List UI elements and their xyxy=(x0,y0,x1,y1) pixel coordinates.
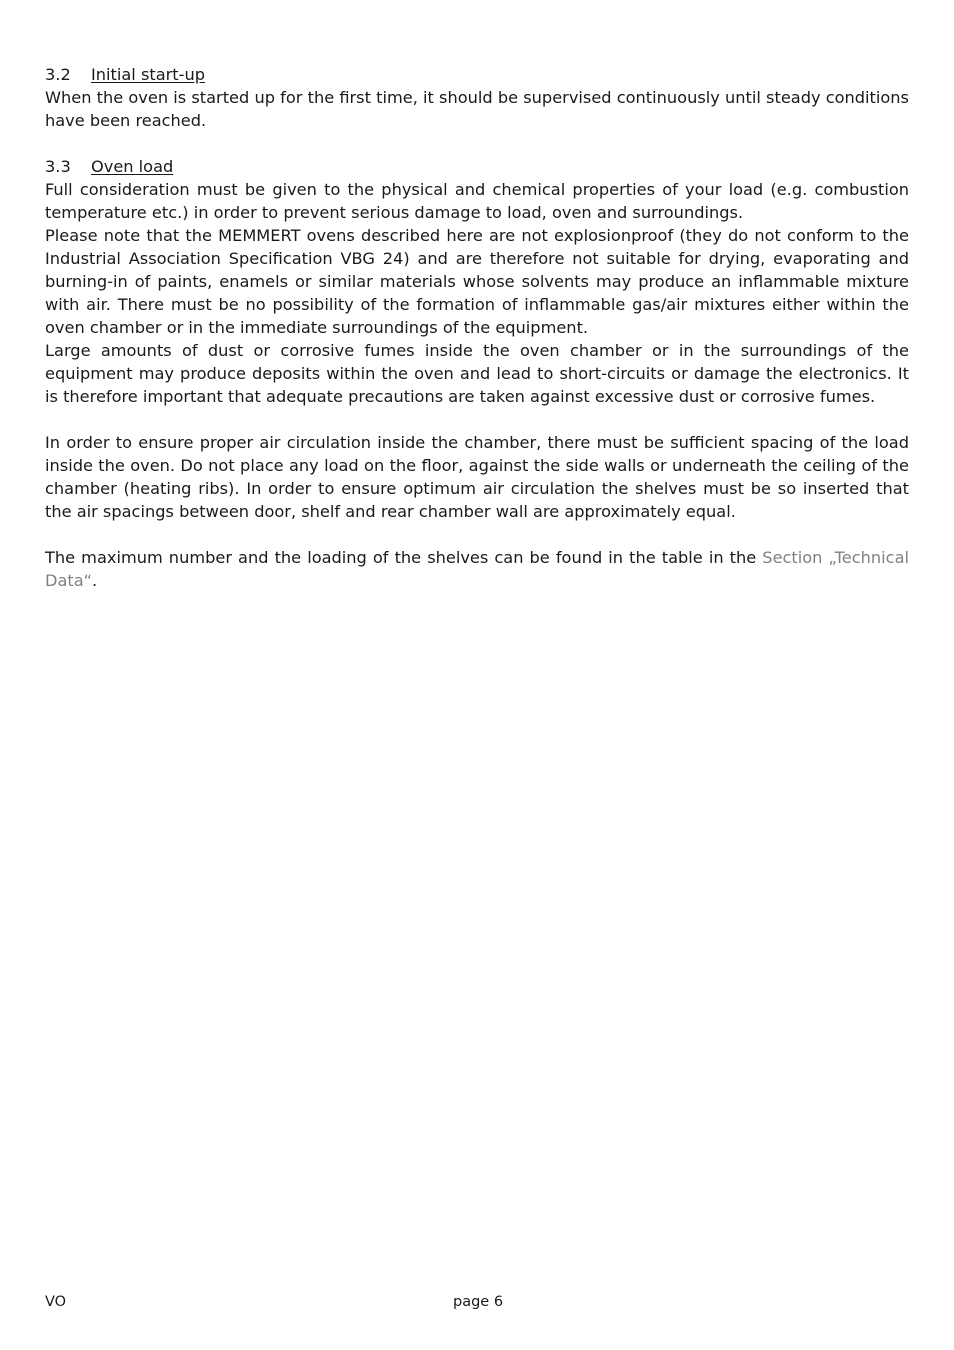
footer-left: VO xyxy=(45,1294,67,1310)
paragraph: Please note that the MEMMERT ovens described here are not explosionproof (they do not conform to the Industrial Association Specification VBG 24) and are therefore not suitable for drying, evaporating and burning-in of paints, enamels or similar materials whose solvents may produce an inflammable mixture with air. There must be no possibility of the formation of inflammable gas/air mixtures either within the oven chamber or in the immediate surroundings of the equipment. xyxy=(45,226,909,337)
paragraph: Full consideration must be given to the physical and chemical properties of your load (e.g. combustion temperature etc.) in order to prevent serious damage to load, oven and surroundings. xyxy=(45,180,909,222)
paragraph: When the oven is started up for the first time, it should be supervised continuously until steady conditions have been reached. xyxy=(45,88,909,130)
section-title: Initial start-up xyxy=(91,65,206,84)
closing-text: The maximum number and the loading of the shelves can be found in the table in the xyxy=(45,548,763,567)
section-number: 3.2 xyxy=(45,65,71,84)
paragraph: Large amounts of dust or corrosive fumes inside the oven chamber or in the surroundings of the equipment may produce deposits within the oven and lead to short-circuits or damage the electronics. It is therefore important that adequate precautions are taken against excessive dust or corrosive fumes. xyxy=(45,341,909,406)
paragraph: In order to ensure proper air circulation inside the chamber, there must be sufficient spacing of the load inside the oven. Do not place any load on the floor, against the side walls or underneath the ceiling of the chamber (heating ribs). In order to ensure optimum air circulation the shelves must be so inserted that the air spacings between door, shelf and rear chamber wall are approximately equal. xyxy=(45,433,909,521)
section-heading xyxy=(45,63,909,86)
section-oven-load xyxy=(45,155,909,592)
technical-data-link[interactable]: Section „Technical Data“ xyxy=(45,548,909,590)
section-initial-start-up xyxy=(45,63,909,132)
section-number: 3.3 xyxy=(45,157,71,176)
document-page xyxy=(45,63,909,615)
closing-end: . xyxy=(92,571,98,590)
section-heading xyxy=(45,155,909,178)
page-number: page 6 xyxy=(453,1294,504,1310)
section-title: Oven load xyxy=(91,157,174,176)
closing-paragraph xyxy=(45,546,909,592)
